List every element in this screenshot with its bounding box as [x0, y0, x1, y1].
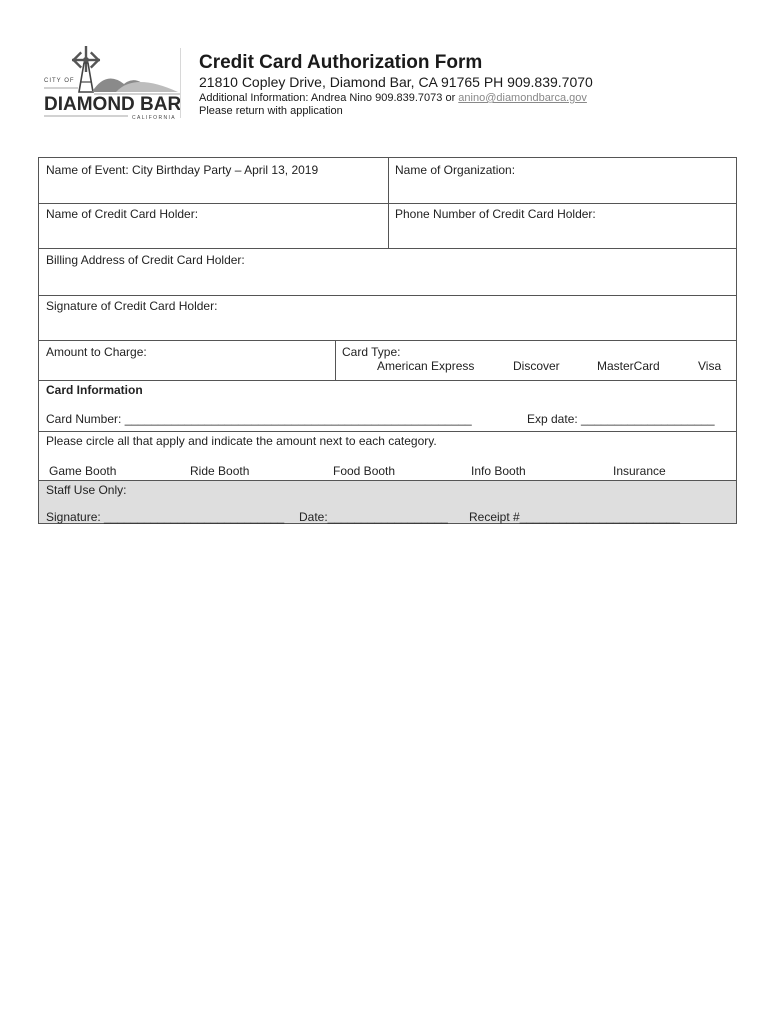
card-type-option-amex[interactable]: American Express: [377, 359, 475, 373]
billing-address-field[interactable]: Billing Address of Credit Card Holder:: [46, 253, 245, 267]
organization-name-field[interactable]: Name of Organization:: [395, 163, 516, 177]
card-type-option-visa[interactable]: Visa: [698, 359, 722, 373]
event-name-field[interactable]: Name of Event: City Birthday Party – April 13, 2019: [46, 163, 319, 177]
staff-date-field[interactable]: Date:__________________: [299, 510, 448, 524]
row-divider: [39, 480, 736, 481]
card-number-field[interactable]: Card Number: ____________________________________________________: [46, 412, 472, 426]
logo-divider: [180, 48, 181, 118]
page-title: Credit Card Authorization Form: [199, 52, 483, 73]
svg-text:CITY OF: CITY OF: [44, 78, 75, 84]
contact-address: 21810 Copley Drive, Diamond Bar, CA 91765 PH 909.839.7070: [199, 74, 593, 90]
category-info-booth[interactable]: Info Booth: [471, 464, 526, 478]
column-divider: [388, 158, 389, 248]
diamond-bar-logo: [40, 44, 188, 124]
card-type-label: Card Type:: [342, 345, 401, 359]
staff-signature-field[interactable]: Signature: ___________________________: [46, 510, 285, 524]
circle-instruction: Please circle all that apply and indicate the amount next to each category.: [46, 434, 437, 448]
email-link[interactable]: anino@diamondbarca.gov: [458, 92, 587, 104]
category-insurance[interactable]: Insurance: [613, 464, 666, 478]
category-game-booth[interactable]: Game Booth: [49, 464, 117, 478]
svg-text:CALIFORNIA: CALIFORNIA: [132, 115, 177, 121]
return-note: Please return with application: [199, 105, 343, 117]
additional-info: [199, 92, 587, 104]
row-divider: [39, 340, 736, 341]
holder-name-field[interactable]: Name of Credit Card Holder:: [46, 207, 199, 221]
windmill-logo-icon: [40, 44, 188, 124]
svg-text:DIAMOND BAR: DIAMOND BAR: [44, 94, 182, 115]
holder-phone-field[interactable]: Phone Number of Credit Card Holder:: [395, 207, 596, 221]
additional-info-text: Additional Information: Andrea Nino 909.839.7073 or: [199, 92, 459, 104]
category-ride-booth[interactable]: Ride Booth: [190, 464, 250, 478]
amount-to-charge-field[interactable]: Amount to Charge:: [46, 345, 147, 359]
card-type-option-discover[interactable]: Discover: [513, 359, 560, 373]
card-information-heading: Card Information: [46, 383, 143, 397]
row-divider: [39, 248, 736, 249]
holder-signature-field[interactable]: Signature of Credit Card Holder:: [46, 299, 218, 313]
authorization-form: [38, 157, 737, 524]
exp-date-field[interactable]: Exp date: ____________________: [527, 412, 715, 426]
category-food-booth[interactable]: Food Booth: [333, 464, 396, 478]
card-type-option-mastercard[interactable]: MasterCard: [597, 359, 660, 373]
row-divider: [39, 295, 736, 296]
staff-receipt-field[interactable]: Receipt #________________________: [469, 510, 680, 524]
row-divider: [39, 380, 736, 381]
column-divider: [335, 340, 336, 380]
row-divider: [39, 431, 736, 432]
staff-use-label: Staff Use Only:: [46, 483, 127, 497]
